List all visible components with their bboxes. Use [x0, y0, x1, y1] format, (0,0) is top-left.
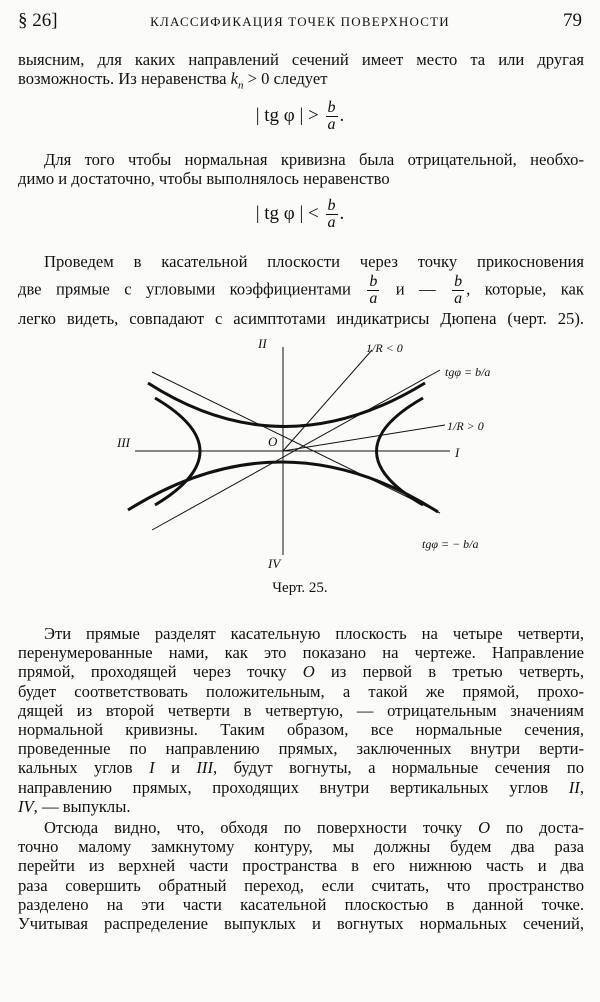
symbol-o: O	[302, 662, 315, 682]
label-curvature-negative: 1/R < 0	[366, 341, 403, 355]
symbol-ii: II	[568, 777, 580, 797]
symbol-k: k	[230, 69, 238, 89]
text-line: дящей из второй четверти в четвертую, — отрицательным значениям	[18, 700, 584, 720]
text-line: проведенные по направлению прямых, заключенных внутри верти-	[18, 739, 584, 759]
text-line: легко видеть, совпадают с асимптотами индикатрисы Дюпена (черт. 25).	[18, 309, 584, 328]
text-fragment: > 0 следует	[243, 69, 328, 89]
running-header	[18, 10, 582, 36]
text-fragment: , будут вогнуты, а нормальные сечения по	[212, 758, 584, 778]
paragraph-5	[18, 818, 584, 933]
text-line	[18, 274, 584, 307]
fraction	[452, 274, 464, 307]
text-line: перейти из верхней части пространства в его нижнюю часть и два	[18, 856, 584, 876]
text-line: Учитывая распределение выпуклых и вогнутых нормальных сечений,	[18, 914, 584, 934]
hyperbola-top-branch	[148, 383, 425, 427]
paragraph-1	[18, 50, 584, 96]
fraction	[326, 198, 338, 231]
figure-caption: Черт. 25.	[272, 580, 328, 596]
text-fragment: две прямые с угловыми коэффициентами	[18, 279, 351, 299]
text-line: выясним, для каких направлений сечений имеет место та или другая	[18, 50, 584, 69]
running-title: КЛАССИФИКАЦИЯ ТОЧЕК ПОВЕРХНОСТИ	[150, 14, 450, 29]
page-number: 79	[563, 10, 582, 31]
text-fragment: , — выпуклы.	[33, 796, 131, 816]
label-quadrant-ii: II	[258, 336, 267, 351]
text-line	[18, 69, 584, 96]
text-line: Проведем в касательной плоскости через точку прикосновения	[44, 252, 584, 271]
text-line: перенумерованные нами, как это показано на чертеже. Направление	[18, 643, 584, 663]
denominator: a	[454, 290, 463, 307]
label-tg-negative: tgφ = − b/a	[422, 537, 479, 551]
text-line: раза совершить обратный переход, если считать, что пространство	[18, 875, 584, 895]
label-origin-o: O	[268, 434, 278, 449]
text-fragment: и	[395, 279, 405, 299]
text-line: точно малому замкнутому контуру, мы должны будем два раза	[18, 837, 584, 857]
text-fragment: Отсюда видно, что, обходя по поверхности точку	[44, 818, 479, 837]
numerator: b	[454, 273, 463, 290]
label-quadrant-iii: III	[117, 435, 130, 450]
text-fragment: по доста-	[490, 818, 584, 837]
numerator: b	[327, 197, 336, 214]
paragraph-3	[18, 250, 584, 331]
formula-left: | tg φ | >	[255, 104, 319, 126]
fraction	[367, 274, 379, 307]
text-fragment: кальных углов	[18, 758, 150, 778]
symbol-iii: III	[196, 758, 213, 778]
formula-1	[0, 100, 600, 133]
label-quadrant-i: I	[455, 445, 460, 460]
text-line: будет соответствовать положительным, а такой же прямой, прохо-	[18, 681, 584, 701]
text-line	[18, 758, 584, 777]
formula-left: | tg φ | <	[255, 202, 319, 224]
text-fragment: и	[154, 758, 197, 778]
minus-sign: —	[419, 279, 436, 299]
text-line: Эти прямые разделят касательную плоскость на четыре четверти,	[44, 624, 584, 643]
text-line: разделено на эти части касательной плоскостью в данной точке.	[18, 894, 584, 914]
ray-r-negative	[283, 350, 372, 451]
formula-end: .	[339, 104, 345, 126]
text-line: Для того чтобы нормальная кривизна была отрицательной, необхо-	[44, 150, 584, 169]
section-number: § 26]	[18, 10, 58, 31]
text-line	[18, 662, 584, 681]
denominator: a	[369, 290, 378, 307]
text-fragment: прямой, проходящей через точку	[18, 662, 303, 682]
subscript-n: n	[237, 79, 244, 92]
symbol-o: O	[478, 818, 491, 837]
text-line: димо и достаточно, чтобы выполнялось неравенство	[18, 169, 390, 189]
text-fragment: ,	[579, 777, 584, 797]
text-fragment: возможность. Из неравенства	[18, 69, 231, 89]
symbol-iv: IV	[18, 796, 34, 816]
formula-2	[0, 198, 600, 231]
paragraph-2	[18, 150, 584, 188]
numerator: b	[369, 273, 378, 290]
asymptote-negative	[152, 370, 440, 530]
text-fragment: направлению прямых, проходящих внутри вертикальных углов	[18, 777, 569, 797]
text-line: нормальной кривизны. Таким образом, все нормальные сечения,	[18, 720, 584, 740]
denominator: a	[327, 214, 336, 231]
paragraph-4	[18, 624, 584, 816]
asymptote-positive	[152, 372, 440, 513]
text-fragment: из первой в третью четверть,	[314, 662, 584, 682]
text-line	[18, 778, 584, 797]
text-line	[18, 797, 584, 816]
text-line	[18, 818, 584, 837]
label-tg-positive: tgφ = b/a	[445, 365, 491, 379]
dupin-indicatrix-figure	[0, 330, 600, 575]
formula-end: .	[339, 202, 345, 224]
label-curvature-positive: 1/R > 0	[447, 419, 484, 433]
fraction	[326, 100, 338, 133]
ray-r-positive	[283, 425, 445, 451]
text-fragment: , которые, как	[466, 279, 584, 299]
denominator: a	[327, 116, 336, 133]
symbol-i: I	[149, 758, 155, 778]
numerator: b	[327, 99, 336, 116]
label-quadrant-iv: IV	[268, 556, 281, 571]
